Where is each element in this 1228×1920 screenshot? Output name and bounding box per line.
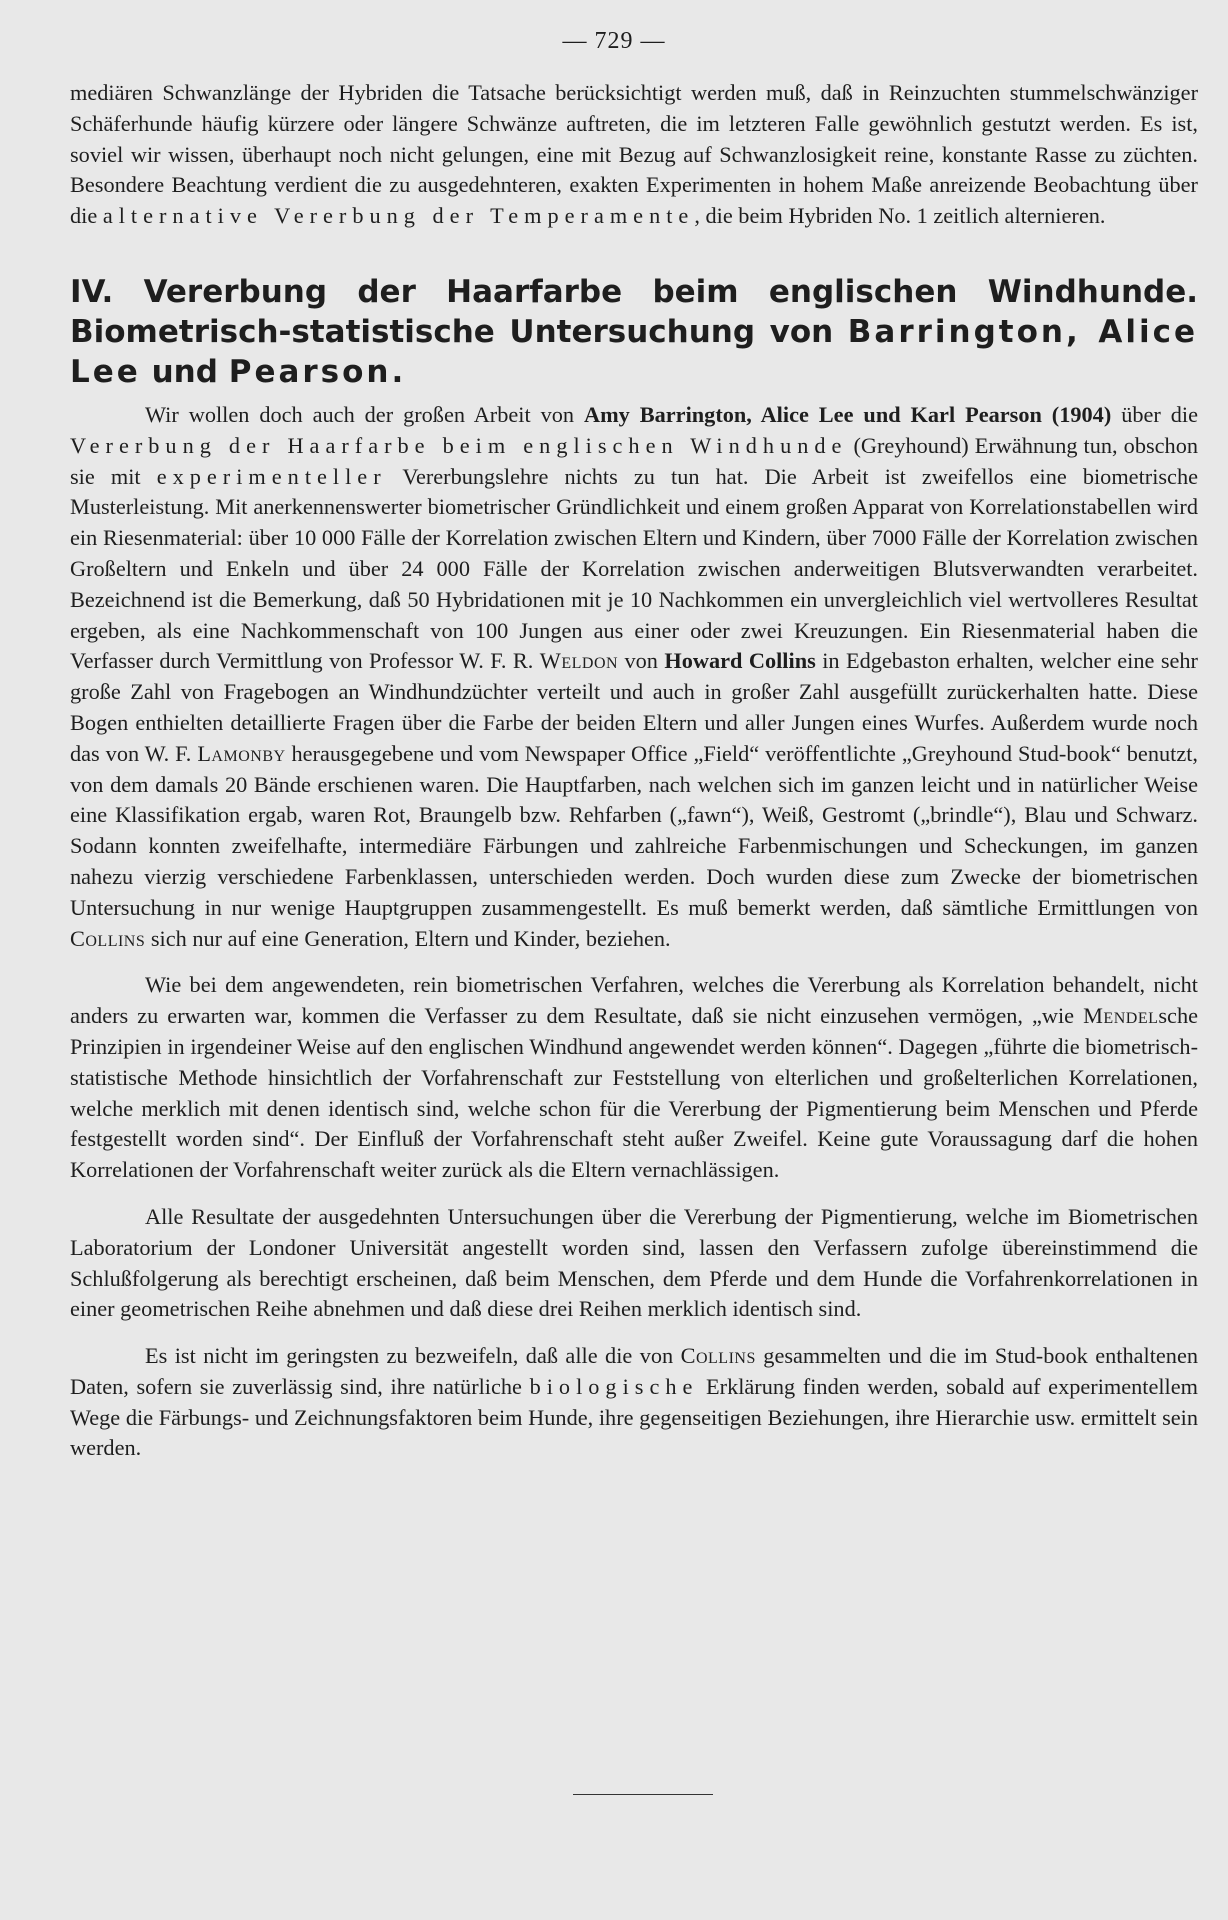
paragraph-1: [70, 400, 1198, 954]
p4-collins: Collins: [680, 1343, 756, 1369]
intro-tail: , die beim Hybriden No. 1 zeitlich alternieren.: [694, 203, 1106, 229]
p4-text-c: Erklärung finden werden, sobald auf experimentellem Wege die Färbungs- und Zeichnungsfaktoren beim Hunde, ihre gegenseitigen Beziehungen, ihre Hierarchie usw. ermittelt sein werden.: [70, 1373, 1198, 1461]
intro-text: mediären Schwanzlänge der Hybriden die Tatsache berücksichtigt werden muß, daß in Reinzuchten stummelschwänziger Schäferhunde häufig kürzere oder längere Schwänze auftreten, die im letzteren Falle gewöhnlich gestutzt werden. Es ist, soviel wir wissen, überhaupt noch nicht gelungen, eine mit Bezug auf Schwanzlosigkeit reine, konstante Rasse zu züchten. Besondere Beachtung verdient die zu ausgedehnteren, exakten Experimenten in hohem Maße anreizende Beobachtung über die: [70, 80, 1198, 229]
p1-text-a: Wir wollen doch auch der großen Arbeit von: [145, 401, 584, 427]
paragraph-4: [70, 1341, 1198, 1464]
p1-collins: Collins: [70, 925, 146, 951]
p1-howard-collins: Howard Collins: [664, 648, 816, 674]
heading-conjunction: und: [140, 353, 229, 390]
p1-text-f: in Edgebaston erhalten, welcher eine sehr große Zahl von Fragebogen an Windhundzüchter verteilt und auch in großer Zahl ausgefüllt zurückerhalten hatte. Diese Bogen enthielten detaillierte Fragen über die Farbe der beiden Eltern und aller Jungen eines Wurfes. Außerdem wurde noch das von W. F.: [70, 648, 1198, 766]
intro-paragraph: [70, 78, 1198, 232]
intro-spaced-phrase: alternative Vererbung der Temperamente: [102, 203, 695, 229]
p1-weldon: Weldon: [539, 648, 619, 674]
p1-text-e: von: [618, 648, 665, 674]
paragraph-2: [70, 970, 1198, 1186]
p1-spaced-word: experimenteller: [156, 463, 387, 489]
p1-text-h: sich nur auf eine Generation, Eltern und Kinder, beziehen.: [145, 925, 671, 951]
p2-text-a: Wie bei dem angewendeten, rein biometrischen Verfahren, welches die Vererbung als Korrelation behandelt, nicht anders zu erwarten war, kommen die Verfasser zu dem Resultate, daß sie nicht einzusehen vermögen, „wie: [70, 972, 1198, 1029]
heading-names: Barrington, Alice Lee: [70, 313, 1198, 390]
section-heading: [70, 272, 1198, 392]
page-body: [70, 78, 1198, 1464]
p1-text-c: (Greyhound) Erwähnung tun, obschon sie mit: [70, 432, 1198, 489]
p4-spaced-word: biologische: [529, 1373, 699, 1399]
end-rule: [573, 1794, 713, 1795]
p1-authors: Amy Barrington, Alice Lee und Karl Pearson (1904): [584, 401, 1112, 427]
p4-text-a: Es ist nicht im geringsten zu bezweifeln, daß alle die von: [145, 1343, 681, 1369]
p2-text-b: sche Prinzipien in irgendeiner Weise auf den englischen Windhund angewendet werden können“. Dagegen „führte die biometrisch-statistische Methode hinsichtlich der Vorfahrenschaft zur Feststellung von elterlichen und großelterlichen Korrelationen, welche merklich mit denen identisch sind, welche schon für die Vererbung der Pigmentierung beim Menschen und Pferde festgestellt worden sind“. Der Einfluß der Vorfahrenschaft steht außer Zweifel. Keine gute Voraussagung darf die hohen Korrelationen der Vorfahrenschaft weiter zurück als die Eltern vernachlässigen.: [70, 1003, 1198, 1183]
heading-title: IV. Vererbung der Haarfarbe beim englischen Windhunde. Biometrisch-statistische Untersuchung von: [70, 273, 1198, 350]
page-number: — 729 —: [562, 28, 666, 54]
p1-text-d: Vererbungslehre nichts zu tun hat. Die Arbeit ist zweifellos eine biometrische Musterleistung. Mit anerkennenswerter biometrischer Gründlichkeit und einem großen Apparat von Korrelationstabellen wird ein Riesenmaterial: über 10 000 Fälle der Korrelation zwischen Eltern und Kindern, über 7000 Fälle der Korrelation zwischen Großeltern und Enkeln und über 24 000 Fälle der Korrelation zwischen anderweitigen Blutsverwandten verarbeitet. Bezeichnend ist die Bemerkung, daß 50 Hybridationen mit je 10 Nachkommen ein unvergleichlich viel wertvolleres Resultat ergeben, als eine Nachkommenschaft von 100 Jungen aus einer oder zwei Kreuzungen. Ein Riesenmaterial haben die Verfasser durch Vermittlung von Professor W. F. R.: [70, 463, 1199, 674]
paragraph-3: Alle Resultate der ausgedehnten Untersuchungen über die Vererbung der Pigmentierung, welche im Biometrischen Laboratorium der Londoner Universität angestellt worden sind, lassen den Verfassern zufolge übereinstimmend die Schlußfolgerung als berechtigt erscheinen, daß beim Menschen, dem Pferde und dem Hunde die Vorfahrenkorrelationen in einer geometrischen Reihe abnehmen und daß diese drei Reihen merklich identisch sind.: [70, 1203, 1198, 1322]
p1-text-b: über die: [1111, 401, 1199, 427]
p1-lamonby: Lamonby: [197, 740, 286, 766]
p1-text-g: herausgegebene und vom Newspaper Office „Field“ veröffentlichte „Greyhound Stud-book“ benutzt, von dem damals 20 Bände erschienen waren. Die Hauptfarben, nach welchen sich im ganzen leicht und in natürlicher Weise eine Klassifikation ergab, waren Rot, Braungelb bzw. Rehfarben („fawn“), Weiß, Gestromt („brindle“), Blau und Schwarz. Sodann konnten zweifelhafte, intermediäre Färbungen und zahlreiche Farbenmischungen und Scheckungen, im ganzen nahezu vierzig verschiedene Farbenklassen, unterschieden werden. Doch wurden diese zum Zwecke der biometrischen Untersuchung in nur wenige Hauptgruppen zusammengestellt. Es muß bemerkt werden, daß sämtliche Ermittlungen von: [70, 740, 1198, 920]
heading-last-name: Pearson.: [228, 353, 407, 390]
p1-spaced-title: Vererbung der Haarfarbe beim englischen Windhunde: [70, 432, 848, 458]
p2-mendel: Mendel: [1083, 1003, 1159, 1029]
p4-text-b: gesammelten und die im Stud-book enthaltenen Daten, sofern sie zuverlässig sind, ihre natürliche: [70, 1343, 1198, 1399]
